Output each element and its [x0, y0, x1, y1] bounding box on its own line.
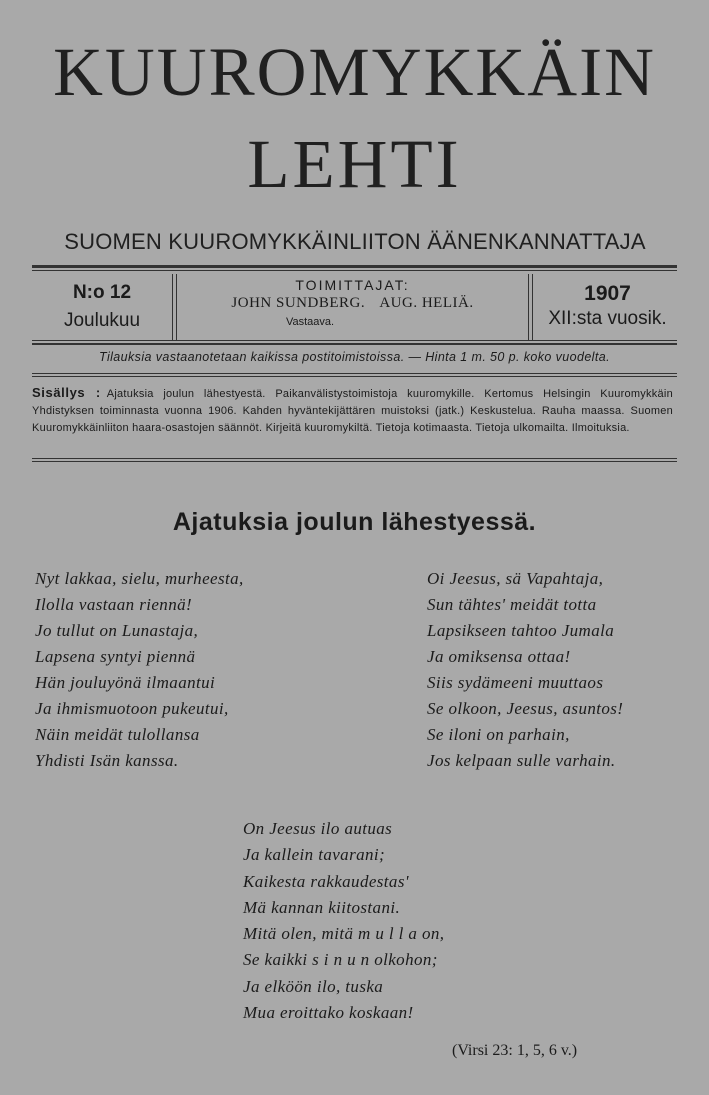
masthead-subtitle: SUOMEN KUUROMYKKÄINLIITON ÄÄNENKANNATTAJA [64, 229, 646, 254]
divider [32, 376, 677, 377]
table-of-contents [32, 384, 673, 437]
editor-role: Vastaava. [285, 316, 335, 328]
issue-month: Joulukuu [63, 310, 141, 331]
poem-line: Näin meidät tulollansa [35, 725, 200, 744]
poem-line: Hän jouluyönä ilmaantui [35, 673, 216, 692]
divider [176, 274, 177, 340]
issue-number: N:o 12 [72, 282, 132, 303]
poem-line: Mä kannan kiitostani. [243, 897, 401, 917]
poem-line: Siis sydämeeni muuttaos [427, 673, 604, 692]
poem-line: On Jeesus ilo autuas [243, 819, 393, 838]
divider [532, 274, 533, 340]
masthead-title-line2: LEHTI [247, 126, 462, 202]
poem-line: Jos kelpaan sulle varhain. [427, 751, 616, 770]
editor-name: JOHN SUNDBERG. [231, 295, 366, 311]
editor-name: AUG. HELIÄ. [379, 295, 474, 311]
poem-line: Se olkoon, Jeesus, asuntos! [427, 699, 624, 718]
poem-line: Mua eroittako koskaan! [243, 1003, 414, 1023]
divider [528, 274, 529, 340]
poem-line: Lapsena syntyi piennä [35, 647, 196, 666]
masthead-title-line1: KUUROMYKKÄIN [53, 34, 656, 110]
editors-heading: TOIMITTAJAT: [295, 277, 410, 293]
poem-verse-center [243, 816, 444, 1026]
poem-line: Jo tullut on Lunastaja, [35, 621, 199, 640]
divider [32, 373, 677, 374]
poem-line: Ja kallein tavarani; [243, 845, 386, 865]
poem-line: Sun tähtes' meidät totta [427, 595, 597, 614]
editors-list [180, 295, 525, 312]
issue-volume: XII:sta vuosik. [548, 308, 667, 329]
poem-line: Lapsikseen tahtoo Jumala [427, 621, 615, 640]
contents-label: Sisällys : [32, 385, 101, 400]
divider [32, 458, 677, 459]
poem-line: Ja ihmismuotoon pukeutui, [35, 699, 229, 718]
poem-verse-left [35, 566, 244, 774]
poem-line: Ja omiksensa ottaa! [427, 647, 571, 666]
poem-verse-right [427, 566, 623, 774]
hymn-reference: (Virsi 23: 1, 5, 6 v.) [452, 1042, 578, 1059]
poem-line: Oi Jeesus, sä Vapahtaja, [427, 569, 604, 588]
poem-line: Yhdisti Isän kanssa. [35, 751, 179, 770]
divider [172, 274, 173, 340]
poem-line: Ilolla vastaan riennä! [35, 595, 193, 614]
divider [32, 340, 677, 341]
poem-line: Se kaikki s i n u n olkohon; [243, 950, 438, 970]
article-title: Ajatuksia joulun lähestyessä. [172, 508, 537, 536]
poem-line: Se iloni on parhain, [427, 725, 570, 744]
poem-line: Ja elköön ilo, tuska [243, 976, 384, 996]
divider [32, 270, 677, 271]
subscription-note: Tilauksia vastaanotetaan kaikissa postitoimistoissa. — Hinta 1 m. 50 p. koko vuodelta. [99, 350, 610, 364]
issue-year: 1907 [584, 282, 631, 305]
contents-text: Ajatuksia joulun lähestyestä. Paikanvälistystoimistoja kuuromykille. Kertomus Helsingin Kuuromykkäin Yhdistyksen toiminnasta vuonna 1906. Kahden hyväntekijättären muistoksi (jatk.) Keskustelua. Rauha maassa. Suomen Kuuromykkäinliiton haara-osastojen säännöt. Kirjeitä kuuromykiltä. Tietoja kotimaasta. Tietoja ulkomailta. Ilmoituksia. [32, 388, 673, 434]
poem-line: Kaikesta rakkaudestas' [243, 871, 409, 891]
divider [32, 265, 677, 268]
poem-line: Nyt lakkaa, sielu, murheesta, [35, 569, 244, 588]
poem-line: Mitä olen, mitä m u l l a on, [243, 924, 445, 944]
divider [32, 343, 677, 345]
divider [32, 461, 677, 462]
